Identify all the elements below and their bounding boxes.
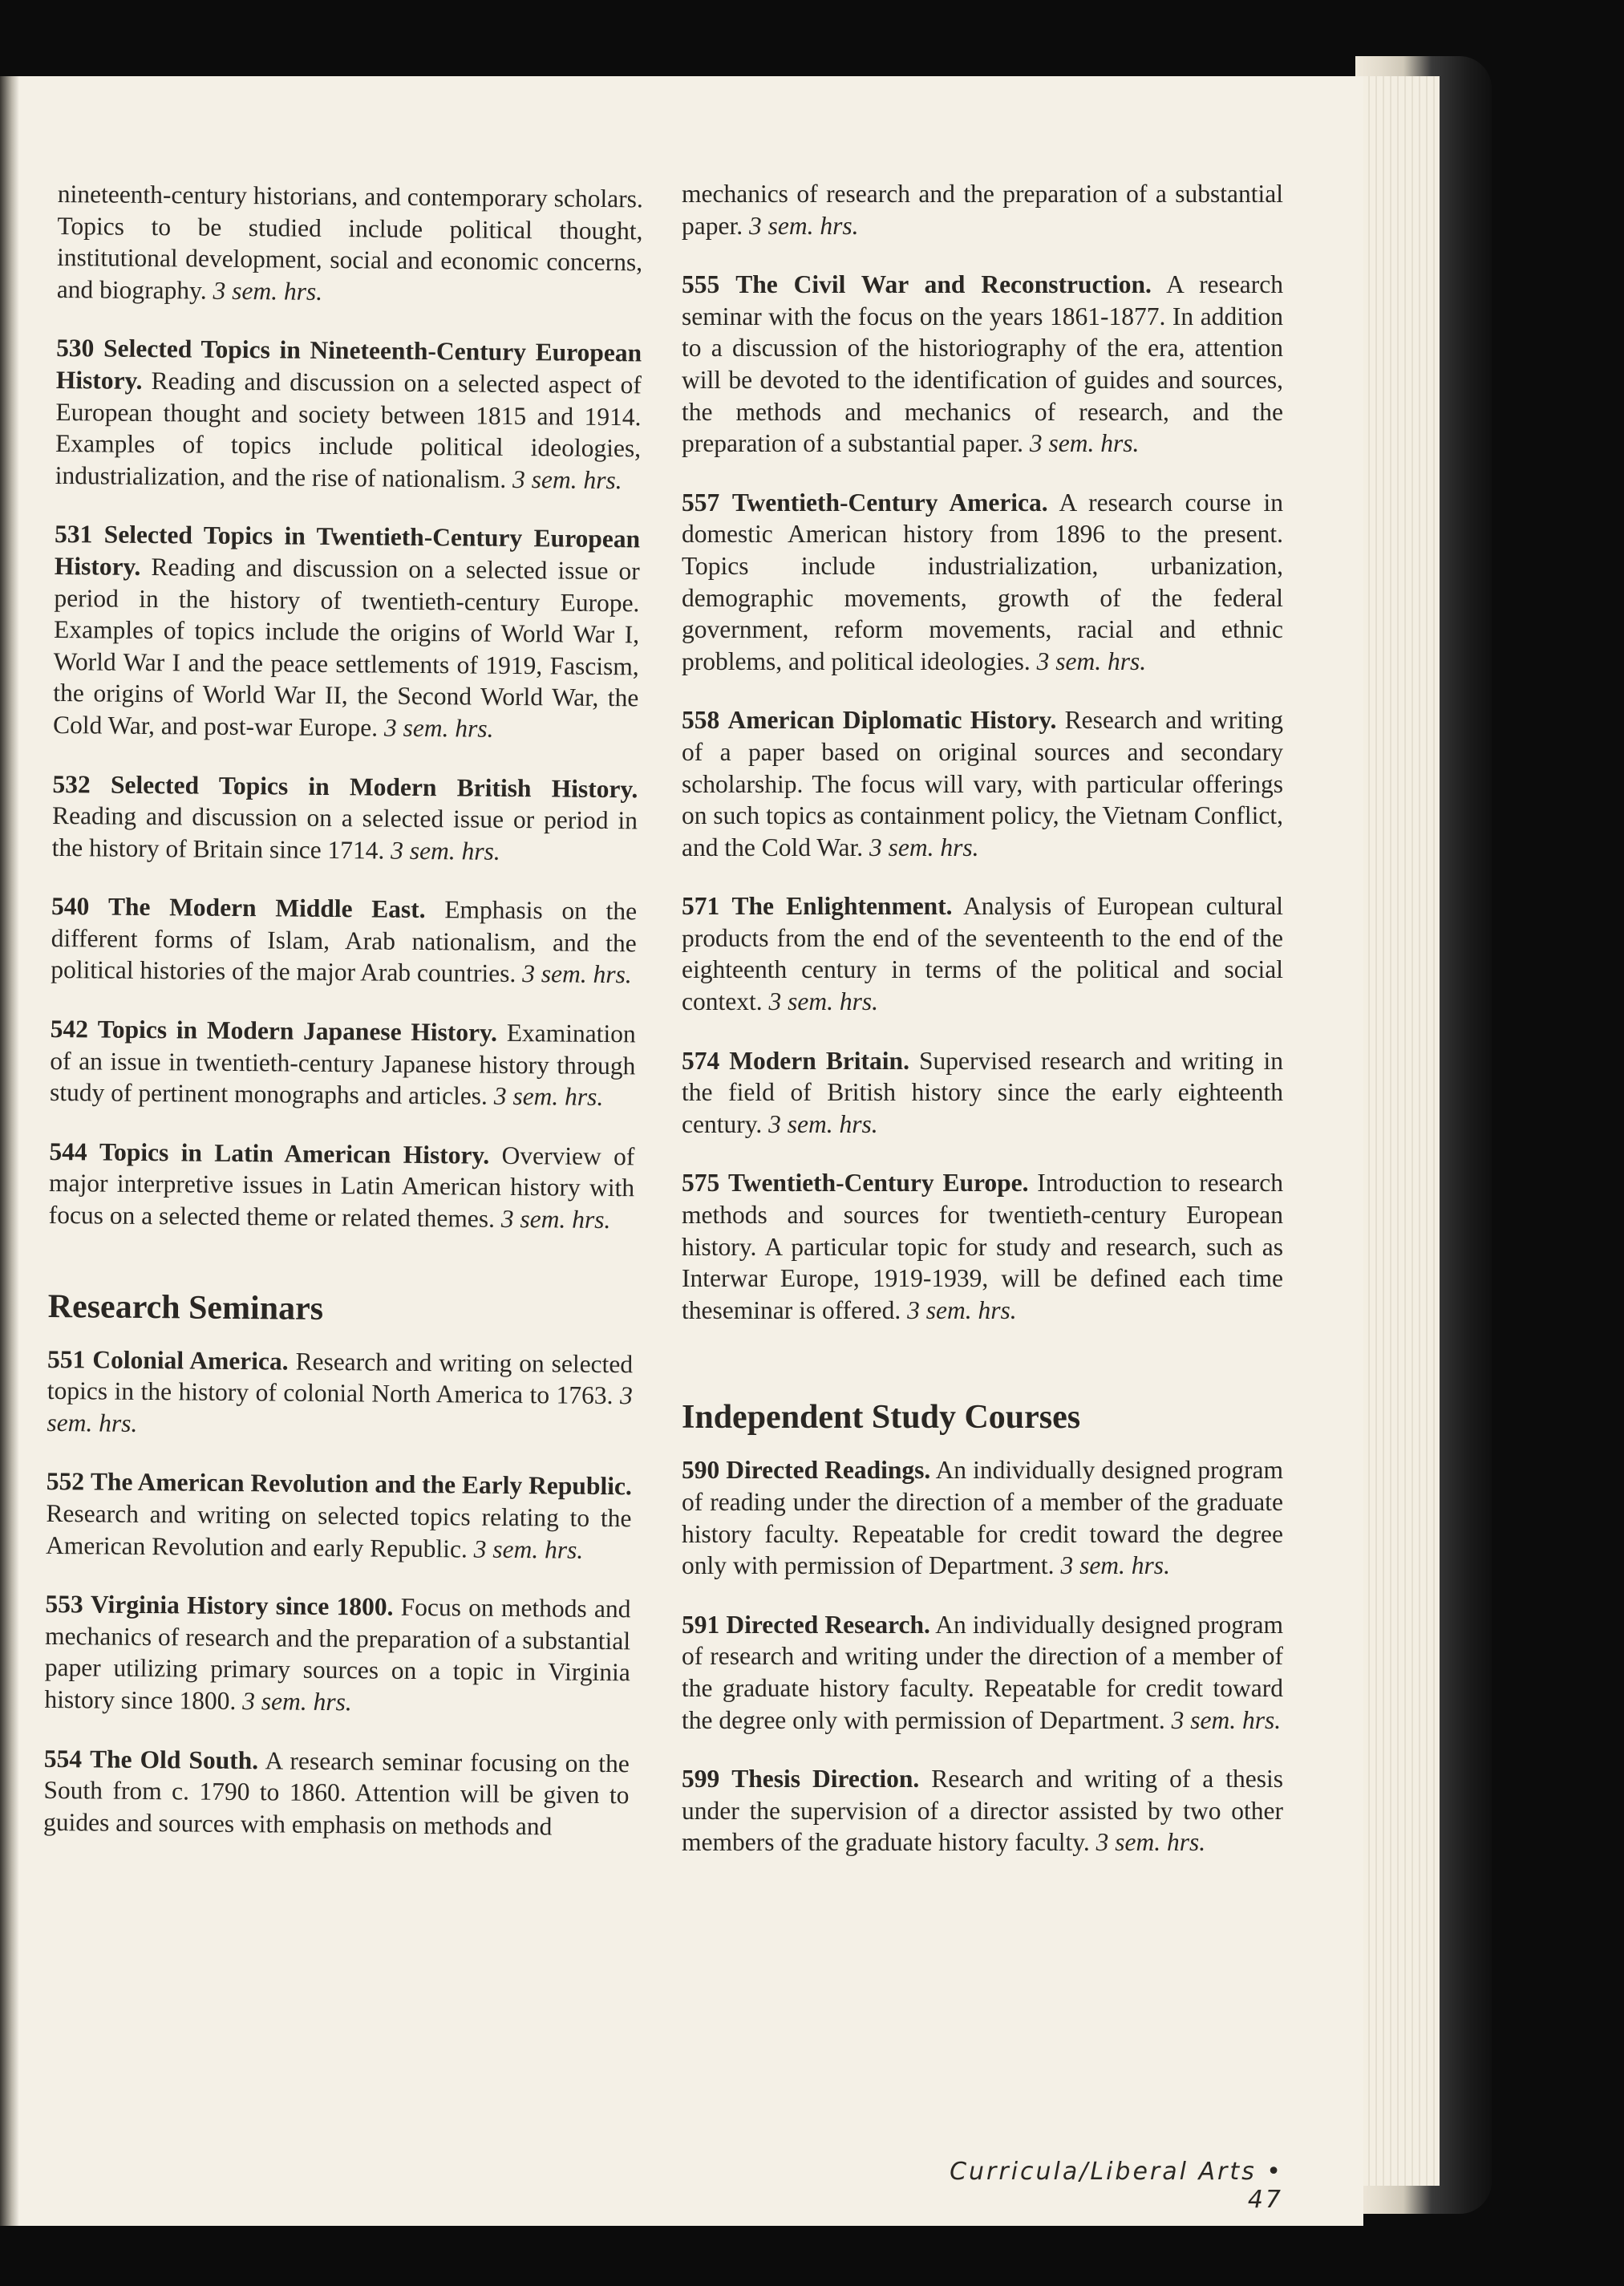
course-entry — [49, 1136, 635, 1236]
course-number: 557 — [682, 488, 720, 517]
right-column — [682, 178, 1283, 1886]
course-credit: 3 sem. hrs. — [1095, 1828, 1206, 1857]
left-column — [43, 178, 643, 1871]
course-number: 558 — [682, 706, 720, 735]
course-number: 551 — [47, 1344, 86, 1373]
section-heading-independent-study: Independent Study Courses — [682, 1399, 1081, 1437]
course-title: Virginia History since 1800. — [90, 1590, 394, 1621]
course-description: Research and writing of a thesis under the supervision of a director assisted by two other members of the graduate history faculty. — [682, 1765, 1283, 1857]
course-credit: 3 sem. hrs. — [1171, 1705, 1282, 1734]
course-description: Reading and discussion on a selected issue or period in the history of twentieth-century Europe. Examples of topics include the origins of World War I, World War I and the peace settlements of 1919, Fascism, the origins of World War II, the Second World War, the Cold War, and post-war Europe. — [52, 552, 640, 742]
course-description: Research and writing on selected topics in the history of colonial North America to 1763. — [47, 1347, 634, 1410]
course-description: Emphasis on the different forms of Islam, Arab nationalism, and the political histories of the major Arab countries. — [51, 895, 638, 988]
seminar-list — [43, 1344, 633, 1843]
course-title: Topics in Modern Japanese History. — [97, 1015, 498, 1047]
course-description: An individually designed program of research and writing under the direction of a member of the graduate history faculty. Repeatable for credit toward the degree only with permission of Department. — [682, 1610, 1283, 1734]
course-entry — [682, 269, 1283, 460]
course-credit: 3 sem. hrs. — [1060, 1551, 1170, 1580]
course-description: Introduction to research methods and sources for twentieth-century European history. A particular topic for study and research, such as Interwar Europe, 1919-1939, will be defined each time theseminar is offered. — [682, 1169, 1283, 1324]
course-title: Topics in Latin American History. — [99, 1137, 490, 1169]
course-entry — [682, 1454, 1283, 1581]
course-number: 554 — [43, 1744, 83, 1773]
course-title: The Old South. — [89, 1744, 259, 1774]
course-credit: 3 sem. hrs. — [242, 1687, 352, 1717]
course-entry — [682, 890, 1283, 1017]
course-title: Twentieth-Century America. — [731, 488, 1048, 517]
course-credit: 3 sem. hrs. — [47, 1381, 633, 1437]
course-number: 575 — [682, 1169, 720, 1198]
course-description: Examination of an issue in twentieth-century Japanese history through study of pertinent monographs and articles. — [49, 1018, 636, 1110]
section-heading-research-seminars: Research Seminars — [47, 1287, 324, 1327]
course-credit: 3 sem. hrs. — [383, 713, 494, 743]
course-title: American Diplomatic History. — [727, 706, 1057, 735]
course-title: Selected Topics in Twentieth-Century European History. — [54, 520, 641, 581]
course-description: Reading and discussion on a selected aspect of European thought and society between 1815 and 1914. Examples of topics include political ideologies, industrialization, and the rise of nationalism. — [55, 366, 642, 493]
course-description: Overview of major interpretive issues in Latin American history with focus on a selected theme or related themes. — [48, 1141, 635, 1233]
course-number: 591 — [682, 1610, 720, 1639]
continued-course-text: mechanics of research and the preparation of a substantial paper. 3 sem. hrs. — [682, 180, 1283, 240]
seminar-list — [682, 269, 1283, 1326]
course-entry — [44, 1588, 630, 1721]
course-entry — [682, 487, 1283, 678]
course-number: 530 — [55, 334, 95, 363]
continued-course-text: nineteenth-century historians, and contemporary scholars. Topics to be studied include political thought, institutional development, social and economic concerns, and biography. 3 sem. hrs. — [56, 179, 643, 306]
course-description: A research seminar with the focus on the years 1861-1877. In addition to a discussion of the historiography of the era, attention will be devoted to the identification of guides and sources, the methods and mechanics of research, and the preparation of a substantial paper. — [682, 270, 1283, 458]
course-entry — [47, 1344, 633, 1444]
course-title: Twentieth-Century Europe. — [728, 1169, 1029, 1198]
course-description: Supervised research and writing in the field of British history since the early eighteenth century. — [682, 1046, 1284, 1138]
course-number: 532 — [52, 769, 91, 798]
course-entry — [682, 1609, 1283, 1736]
course-description: A research seminar focusing on the South from c. 1790 to 1860. Attention will be given to guides and sources with emphasis on methods and — [43, 1745, 630, 1841]
course-number: 540 — [51, 892, 90, 921]
course-number: 590 — [682, 1456, 720, 1485]
course-credit: 3 sem. hrs. — [869, 833, 979, 861]
gutter-shadow — [0, 76, 19, 2226]
course-credit: 3 sem. hrs. — [512, 464, 622, 494]
course-credit: 3 sem. hrs. — [1036, 646, 1147, 675]
course-entry — [51, 890, 637, 991]
course-entry — [682, 1763, 1283, 1858]
page-footer: Curricula/Liberal Arts • 47 — [950, 2158, 1283, 2214]
course-list — [49, 332, 642, 1236]
course-title: The Modern Middle East. — [107, 892, 426, 924]
course-title: The Enlightenment. — [731, 892, 953, 921]
course-entry — [682, 704, 1283, 863]
course-entry — [52, 768, 638, 868]
course-description: Analysis of European cultural products from the end of the seventeenth to the end of the eighteenth century in terms of the political and social context. — [682, 892, 1284, 1016]
course-number: 574 — [682, 1046, 720, 1075]
course-description: Research and writing on selected topics relating to the American Revolution and early Republic. — [45, 1498, 632, 1563]
course-entry — [43, 1742, 630, 1842]
course-description: Focus on methods and mechanics of research and the preparation of a substantial paper utilizing primary sources on a topic in Virginia history since 1800. — [44, 1592, 631, 1715]
course-credit: 3 sem. hrs. — [473, 1534, 584, 1564]
course-entry — [682, 1167, 1283, 1326]
course-number: 542 — [50, 1015, 89, 1044]
course-description: Research and writing of a paper based on original sources and secondary scholarship. The focus will vary, with particular offerings on such topics as containment policy, the Vietnam Conflict, and the Cold War. — [682, 706, 1284, 861]
course-entry — [50, 1013, 636, 1113]
course-credit: 3 sem. hrs. — [768, 987, 878, 1016]
course-entry — [46, 1465, 632, 1566]
course-credit: 3 sem. hrs. — [748, 211, 859, 240]
course-number: 544 — [49, 1137, 87, 1166]
course-credit: 3 sem. hrs. — [907, 1295, 1017, 1324]
course-title: Colonial America. — [92, 1345, 289, 1376]
course-number: 553 — [45, 1590, 83, 1619]
course-title: Selected Topics in Modern British History. — [110, 770, 638, 803]
course-title: Directed Research. — [726, 1610, 930, 1639]
course-entry — [682, 1045, 1283, 1141]
course-number: 571 — [682, 892, 720, 921]
course-credit: 3 sem. hrs. — [391, 836, 500, 865]
course-entry — [55, 332, 642, 496]
course-description: A research course in domestic American history from 1896 to the present. Topics include industrialization, urbanization, demographic movements, growth of the federal government, reform movements, racial and ethnic problems, and political ideologies. — [682, 488, 1284, 675]
course-number: 599 — [682, 1765, 720, 1794]
course-title: Directed Readings. — [726, 1456, 931, 1485]
course-number: 552 — [46, 1467, 85, 1496]
course-description: Reading and discussion on a selected issue or period in the history of Britain since 1714. — [51, 801, 638, 865]
course-number: 555 — [682, 270, 720, 299]
independent-study-list — [682, 1454, 1283, 1858]
course-title: Thesis Direction. — [731, 1765, 920, 1794]
course-title: Selected Topics in Nineteenth-Century European History. — [55, 334, 642, 395]
course-credit: 3 sem. hrs. — [493, 1082, 604, 1112]
course-credit: 3 sem. hrs. — [213, 276, 323, 306]
course-number: 531 — [54, 520, 93, 549]
course-credit: 3 sem. hrs. — [768, 1109, 878, 1138]
course-title: The Civil War and Reconstruction. — [735, 270, 1152, 299]
page-edges — [1355, 76, 1440, 2186]
course-description: An individually designed program of reading under the direction of a member of the graduate history faculty. Repeatable for credit toward the degree only with permission of Department. — [682, 1456, 1283, 1580]
course-credit: 3 sem. hrs. — [500, 1204, 611, 1234]
course-entry — [53, 518, 640, 746]
course-credit: 3 sem. hrs. — [522, 959, 632, 989]
course-title: The American Revolution and the Early Republic. — [90, 1467, 632, 1501]
course-credit: 3 sem. hrs. — [1029, 429, 1140, 458]
course-title: Modern Britain. — [729, 1046, 909, 1075]
